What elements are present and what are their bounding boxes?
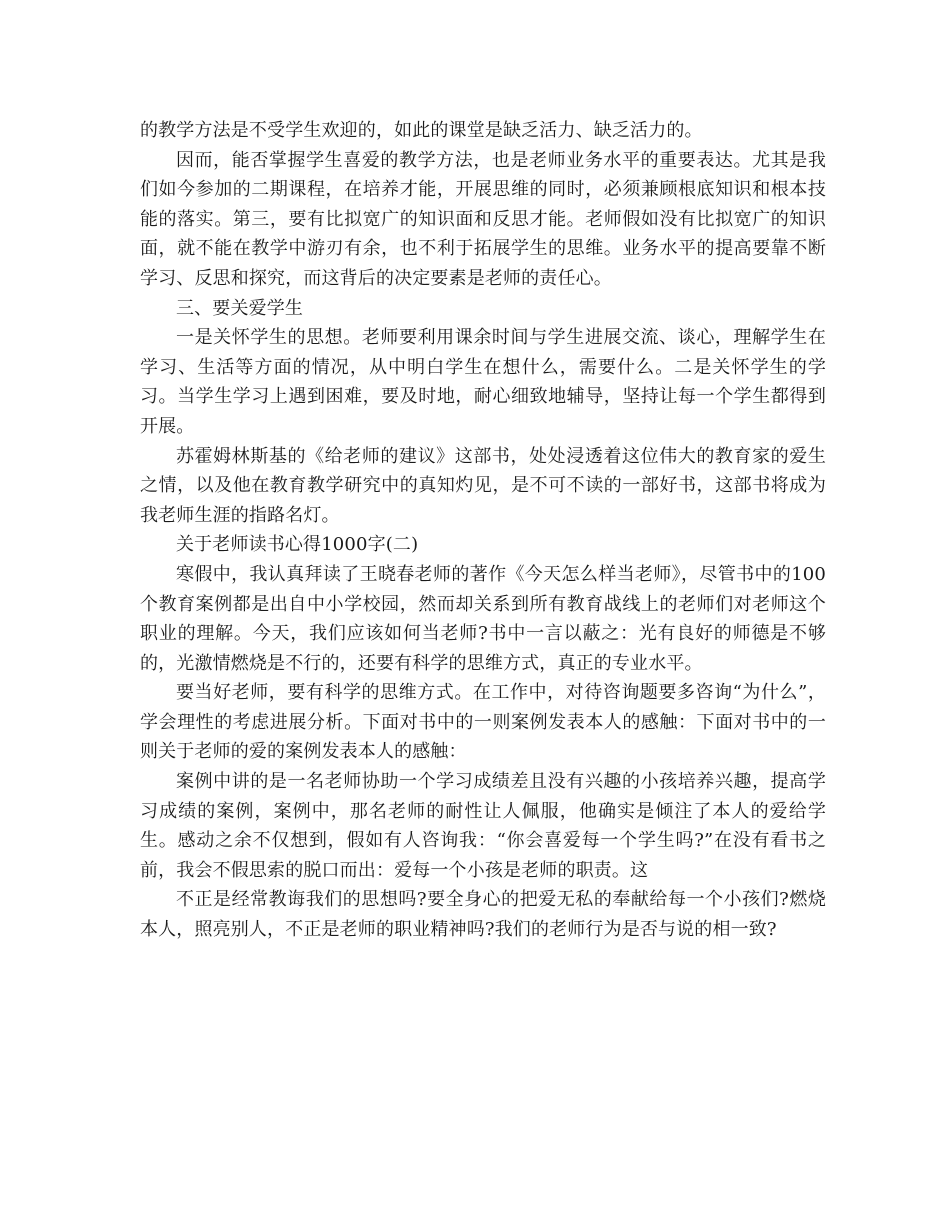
paragraph: 不正是经常教诲我们的思想吗?要全身心的把爱无私的奉献给每一个小孩们?燃烧本人，照亮别人，不正是老师的职业精神吗?我们的老师行为是否与说的相一致? xyxy=(140,889,826,941)
paragraph: 一是关怀学生的思想。老师要利用课余时间与学生进展交流、谈心，理解学生在学习、生活等方面的情况，从中明白学生在想什么，需要什么。二是关怀学生的学习。当学生学习上遇到困难，要及时地，耐心细致地辅导，坚持让每一个学生都得到开展。 xyxy=(140,327,826,437)
paragraph-continuation: 的教学方法是不受学生欢迎的，如此的课堂是缺乏活力、缺乏活力的。 xyxy=(140,120,703,141)
section-heading: 关于老师读书心得1000字(二) xyxy=(176,534,419,556)
paragraph: 寒假中，我认真拜读了王晓春老师的著作《今天怎么样当老师》，尽管书中的100个教育案例都是出自中小学校园，然而却关系到所有教育战线上的老师们对老师这个职业的理解。今天，我们应该如何当老师?书中一言以蔽之：光有良好的师德是不够的，光激情燃烧是不行的，还要有科学的思维方式，真正的专业水平。 xyxy=(140,563,826,674)
document-body xyxy=(140,116,826,945)
paragraph: 苏霍姆林斯基的《给老师的建议》这部书，处处浸透着这位伟大的教育家的爱生之情，以及他在教育教学研究中的真知灼见，是不可不读的一部好书，这部书将成为我老师生涯的指路名灯。 xyxy=(140,445,826,526)
paragraph: 因而，能否掌握学生喜爱的教学方法，也是老师业务水平的重要表达。尤其是我们如今参加的二期课程，在培养才能，开展思维的同时，必须兼顾根底知识和根本技能的落实。第三，要有比拟宽广的知识面和反思才能。老师假如没有比拟宽广的知识面，就不能在教学中游刃有余，也不利于拓展学生的思维。业务水平的提高要靠不断学习、反思和探究，而这背后的决定要素是老师的责任心。 xyxy=(140,149,826,289)
section-heading: 三、要关爱学生 xyxy=(176,297,304,319)
paragraph: 要当好老师，要有科学的思维方式。在工作中，对待咨询题要多咨询“为什么”，学会理性的考虑进展分析。下面对书中的一则案例发表本人的感触：下面对书中的一则关于老师的爱的案例发表本人的感触： xyxy=(140,682,826,763)
paragraph: 案例中讲的是一名老师协助一个学习成绩差且没有兴趣的小孩培养兴趣，提高学习成绩的案例，案例中，那名老师的耐性让人佩服，他确实是倾注了本人的爱给学生。感动之余不仅想到，假如有人咨询我：“你会喜爱每一个学生吗?”在没有看书之前，我会不假思索的脱口而出：爱每一个小孩是老师的职责。这 xyxy=(140,771,826,881)
